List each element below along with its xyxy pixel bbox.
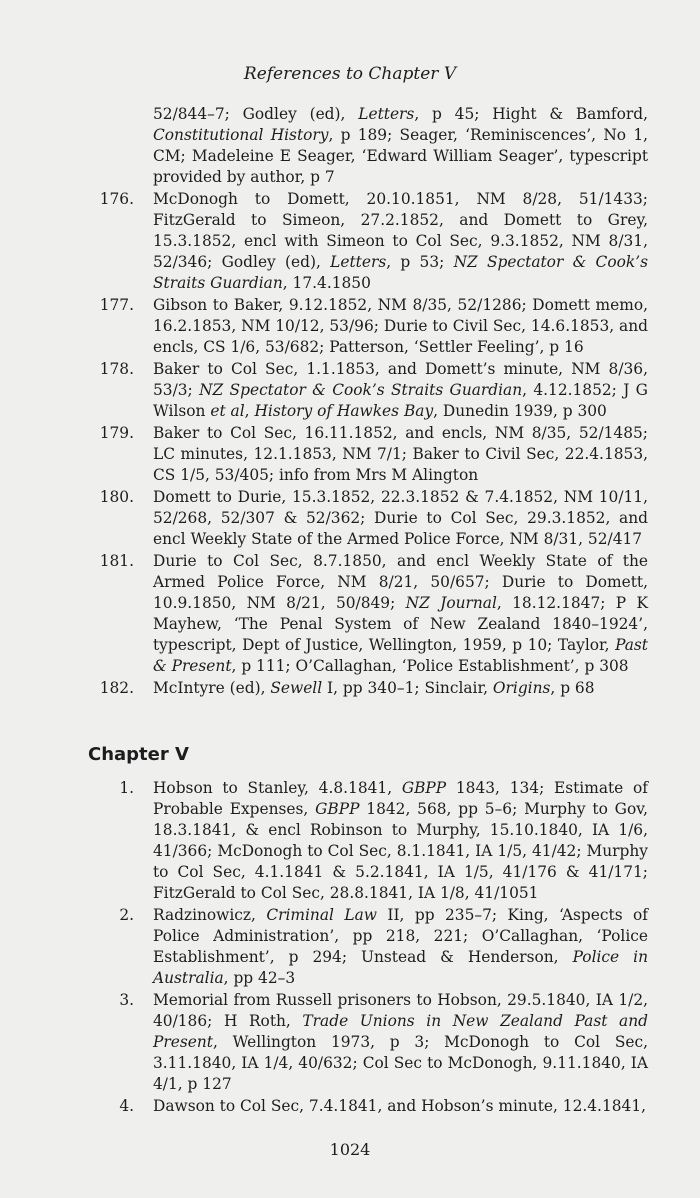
continued-note: 52/844–7; Godley (ed), Letters, p 45; Hight & Bamford, Constitutional History, p 189; Seager, ‘Reminiscences’, No 1, CM; Madeleine E Seager, ‘Edward William Seager’, typescript provided by author, p 7 (153, 105, 648, 186)
note-177: 177. Gibson to Baker, 9.12.1852, NM 8/35, 52/1286; Domett memo, 16.2.1853, NM 10/12, 53/96; Durie to Civil Sec, 14.6.1853, and encls, CS 1/6, 53/682; Patterson, ‘Settler Feeling’, p 16 (88, 295, 648, 358)
note-1: 1. Hobson to Stanley, 4.8.1841, GBPP 1843, 134; Estimate of Probable Expenses, GBPP 1842, 568, pp 5–6; Murphy to Gov, 18.3.1841, & encl Robinson to Murphy, 15.10.1840, IA 1/6, 41/366; McDonogh to Col Sec, 8.1.1841, IA 1/5, 41/42; Murphy to Col Sec, 4.1.1841 & 5.2.1841, IA 1/5, 41/176 & 41/171; FitzGerald to Col Sec, 28.8.1841, IA 1/8, 41/1051 (88, 778, 648, 904)
note-4: 4. Dawson to Col Sec, 7.4.1841, and Hobson’s minute, 12.4.1841, (88, 1096, 648, 1117)
running-head: References to Chapter V (243, 64, 457, 84)
note-number: 179. (99, 424, 134, 442)
note-number: 2. (119, 906, 134, 924)
note-number: 180. (99, 488, 134, 506)
note-number: 182. (99, 679, 134, 697)
note-180: 180. Domett to Durie, 15.3.1852, 22.3.1852 & 7.4.1852, NM 10/11, 52/268, 52/307 & 52/362; Durie to Col Sec, 29.3.1852, and encl Weekly State of the Armed Police Force, NM 8/31, 52/417 (88, 487, 648, 550)
note-number: 1. (119, 779, 134, 797)
note-2: 2. Radzinowicz, Criminal Law II, pp 235–7; King, ‘Aspects of Police Administration’, pp 218, 221; O’Callaghan, ‘Police Establishment’, p 294; Unstead & Henderson, Police in Australia, pp 42–3 (88, 905, 648, 989)
note-number: 4. (119, 1097, 134, 1115)
notes-previous-chapter (88, 104, 648, 700)
note-182: 182. McIntyre (ed), Sewell I, pp 340–1; Sinclair, Origins, p 68 (88, 678, 648, 699)
note-179: 179. Baker to Col Sec, 16.11.1852, and encls, NM 8/35, 52/1485; LC minutes, 12.1.1853, NM 7/1; Baker to Civil Sec, 22.4.1853, CS 1/5, 53/405; info from Mrs M Alington (88, 423, 648, 486)
note-number: 176. (99, 190, 134, 208)
note-number: 181. (99, 552, 134, 570)
note-3: 3. Memorial from Russell prisoners to Hobson, 29.5.1840, IA 1/2, 40/186; H Roth, Trade Unions in New Zealand Past and Present, Wellington 1973, p 3; McDonogh to Col Sec, 3.11.1840, IA 1/4, 40/632; Col Sec to McDonogh, 9.11.1840, IA 4/1, p 127 (88, 990, 648, 1095)
chapter-heading: Chapter V (88, 744, 189, 765)
note-178: 178. Baker to Col Sec, 1.1.1853, and Domett’s minute, NM 8/36, 53/3; NZ Spectator & Cook’s Straits Guardian, 4.12.1852; J G Wilson et al, History of Hawkes Bay, Dunedin 1939, p 300 (88, 359, 648, 422)
note-181: 181. Durie to Col Sec, 8.7.1850, and encl Weekly State of the Armed Police Force, NM 8/21, 50/657; Durie to Domett, 10.9.1850, NM 8/21, 50/849; NZ Journal, 18.12.1847; P K Mayhew, ‘The Penal System of New Zealand 1840–1924’, typescript, Dept of Justice, Wellington, 1959, p 10; Taylor, Past & Present, p 111; O’Callaghan, ‘Police Establishment’, p 308 (88, 551, 648, 677)
page-number: 1024 (329, 1140, 371, 1159)
note-number: 3. (119, 991, 134, 1009)
notes-chapter-v (88, 778, 648, 1118)
note-number: 178. (99, 360, 134, 378)
note-176: 176. McDonogh to Domett, 20.10.1851, NM 8/28, 51/1433; FitzGerald to Simeon, 27.2.1852, and Domett to Grey, 15.3.1852, encl with Simeon to Col Sec, 9.3.1852, NM 8/31, 52/346; Godley (ed), Letters, p 53; NZ Spectator & Cook’s Straits Guardian, 17.4.1850 (88, 189, 648, 294)
note-number: 177. (99, 296, 134, 314)
